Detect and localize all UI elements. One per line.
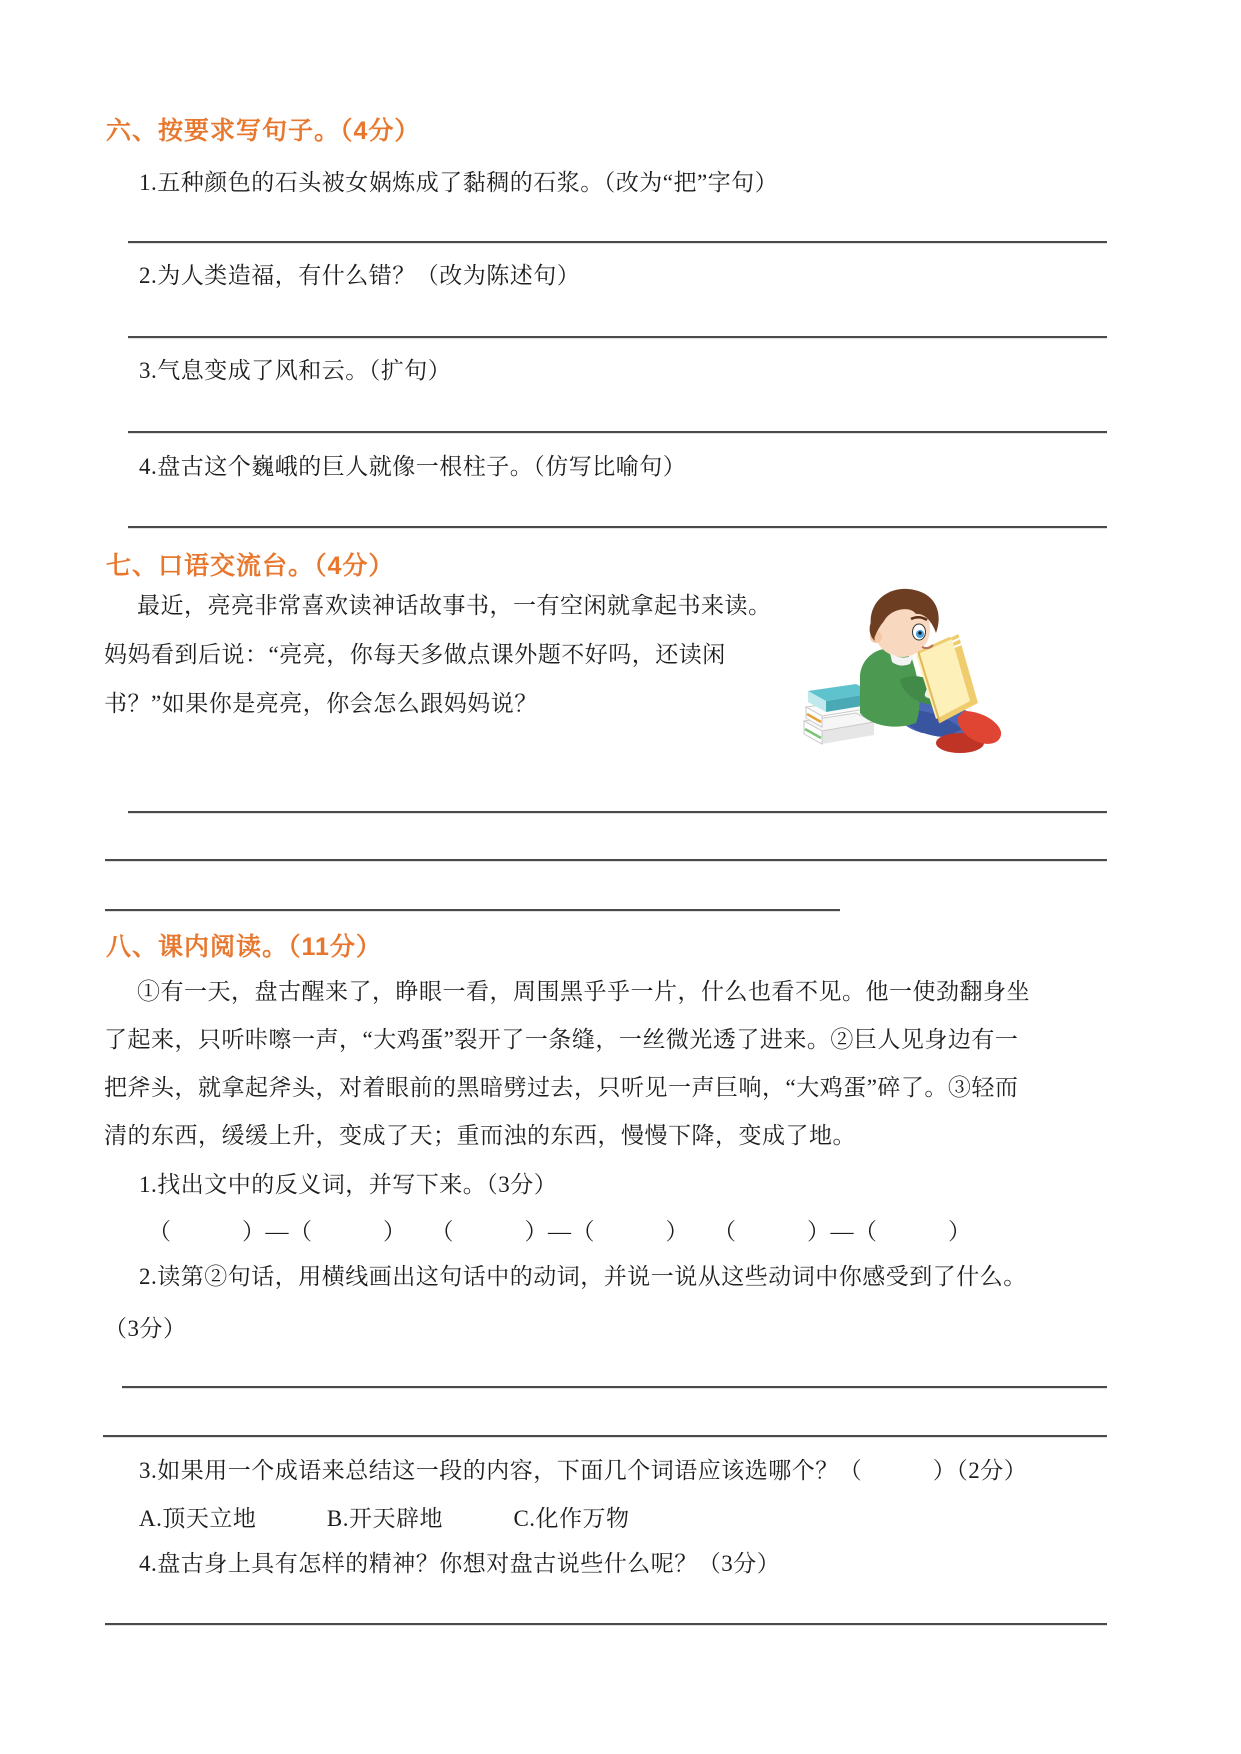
passage-line-4: 清的东西，缓缓上升，变成了天；重而浊的东西，慢慢下降，变成了地。 <box>104 1123 856 1148</box>
passage-line-1: ①有一天，盘古醒来了，睁眼一看，周围黑乎乎一片，什么也看不见。他一使劲翻身坐 <box>137 979 1030 1004</box>
section-6-question-1: 1.五种颜色的石头被女娲炼成了黏稠的石浆。（改为“把”字句） <box>139 170 779 195</box>
section-7-text-line-2: 妈妈看到后说：“亮亮，你每天多做点课外题不好吗，还读闲 <box>104 642 726 667</box>
answer-line[interactable] <box>128 811 1107 813</box>
section-8-question-3: 3.如果用一个成语来总结这一段的内容，下面几个词语应该选哪个？（ ）（2分） <box>139 1458 1028 1483</box>
boy-reading-illustration <box>798 583 1010 759</box>
answer-line[interactable] <box>128 241 1107 243</box>
section-8-question-1: 1.找出文中的反义词，并写下来。（3分） <box>139 1172 558 1197</box>
answer-line[interactable] <box>128 431 1107 433</box>
answer-line[interactable] <box>122 1386 1107 1388</box>
section-8-question-4: 4.盘古身上具有怎样的精神？你想对盘古说些什么呢？（3分） <box>139 1551 781 1576</box>
passage-line-3: 把斧头，就拿起斧头，对着眼前的黑暗劈过去，只听见一声巨响，“大鸡蛋”碎了。③轻而 <box>104 1075 1019 1100</box>
answer-line[interactable] <box>128 526 1107 528</box>
section-7-text-line-1: 最近，亮亮非常喜欢读神话故事书，一有空闲就拿起书来读。 <box>137 593 772 618</box>
passage-line-2: 了起来，只听咔嚓一声，“大鸡蛋”裂开了一条缝，一丝微光透了进来。②巨人见身边有一 <box>104 1027 1019 1052</box>
multiple-choice-options: A.顶天立地 B.开天辟地 C.化作万物 <box>139 1506 630 1531</box>
answer-line[interactable] <box>128 336 1107 338</box>
answer-line[interactable] <box>103 1435 1107 1437</box>
section-7-header: 七、口语交流台。（4分） <box>106 552 395 580</box>
answer-line[interactable] <box>105 859 1107 861</box>
section-7-text-line-3: 书？”如果你是亮亮，你会怎么跟妈妈说？ <box>104 691 538 716</box>
answer-line[interactable] <box>105 909 840 911</box>
section-6-header: 六、按要求写句子。（4分） <box>106 117 421 145</box>
section-6-question-2: 2.为人类造福，有什么错？（改为陈述句） <box>139 263 581 288</box>
section-6-question-3: 3.气息变成了风和云。（扩句） <box>139 358 452 383</box>
section-8-question-2: 2.读第②句话，用横线画出这句话中的动词，并说一说从这些动词中你感受到了什么。 <box>139 1264 1027 1289</box>
section-8-question-2-score: （3分） <box>104 1316 187 1341</box>
section-8-header: 八、课内阅读。（11分） <box>106 933 382 961</box>
antonym-blanks[interactable]: （ ）—（ ） （ ）—（ ） （ ）—（ ） <box>148 1219 972 1244</box>
answer-line[interactable] <box>105 1623 1107 1625</box>
section-6-question-4: 4.盘古这个巍峨的巨人就像一根柱子。（仿写比喻句） <box>139 454 687 479</box>
